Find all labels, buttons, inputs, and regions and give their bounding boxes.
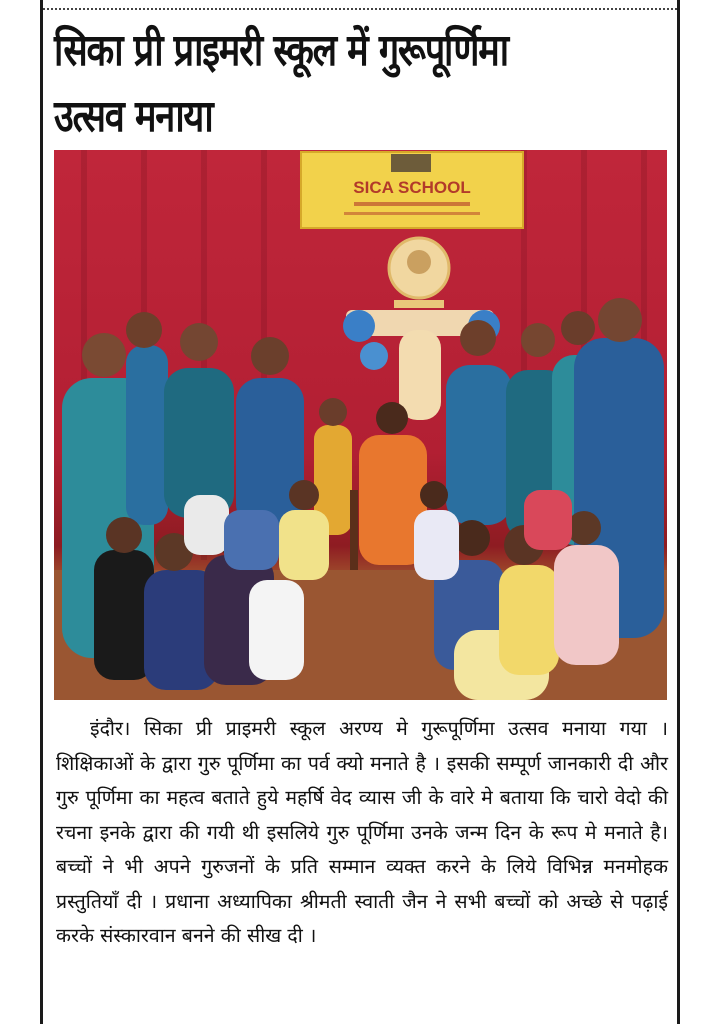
banner-label: SICA SCHOOL	[353, 178, 471, 197]
article-photo	[54, 150, 667, 700]
school-banner	[301, 152, 523, 228]
headline-line-1: सिका प्री प्राइमरी स्कूल में गुरूपूर्णिमा	[54, 25, 508, 76]
left-column-border	[40, 0, 43, 1024]
article-body: इंदौर। सिका प्री प्राइमरी स्कूल अरण्य मे गुरूपूर्णिमा उत्सव मनाया गया । शिक्षिकाओं के द्वारा गुरु पूर्णिमा का पर्व क्यो मनाते है । इसकी सम्पूर्ण जानकारी दी और गुरु पूर्णिमा का महत्व बताते हुये महर्षि वेद व्यास जी के वारे मे बताया कि चारो वेदो की रचना इनके द्वारा की गयी थी इसलिये गुरु पूर्णिमा उनके जन्म दिन के रूप मे मनाते है। बच्चों ने भी अपने गुरुजनों के प्रति सम्मान व्यक्त करने के लिये विभिन्न मनमोहक प्रस्तुतियाँ दी । प्रधाना अध्यापिका श्रीमती स्वाती जैन ने सभी बच्चों को अच्छे से पढ़ाई करके संस्कारवान बनने की सीख दी ।	[56, 717, 668, 947]
article-headline	[54, 18, 554, 150]
center-performers	[314, 398, 427, 570]
top-column-rule	[40, 0, 680, 10]
headline-line-2: उत्सव मनाया	[54, 91, 213, 142]
right-column-border	[677, 0, 680, 1024]
